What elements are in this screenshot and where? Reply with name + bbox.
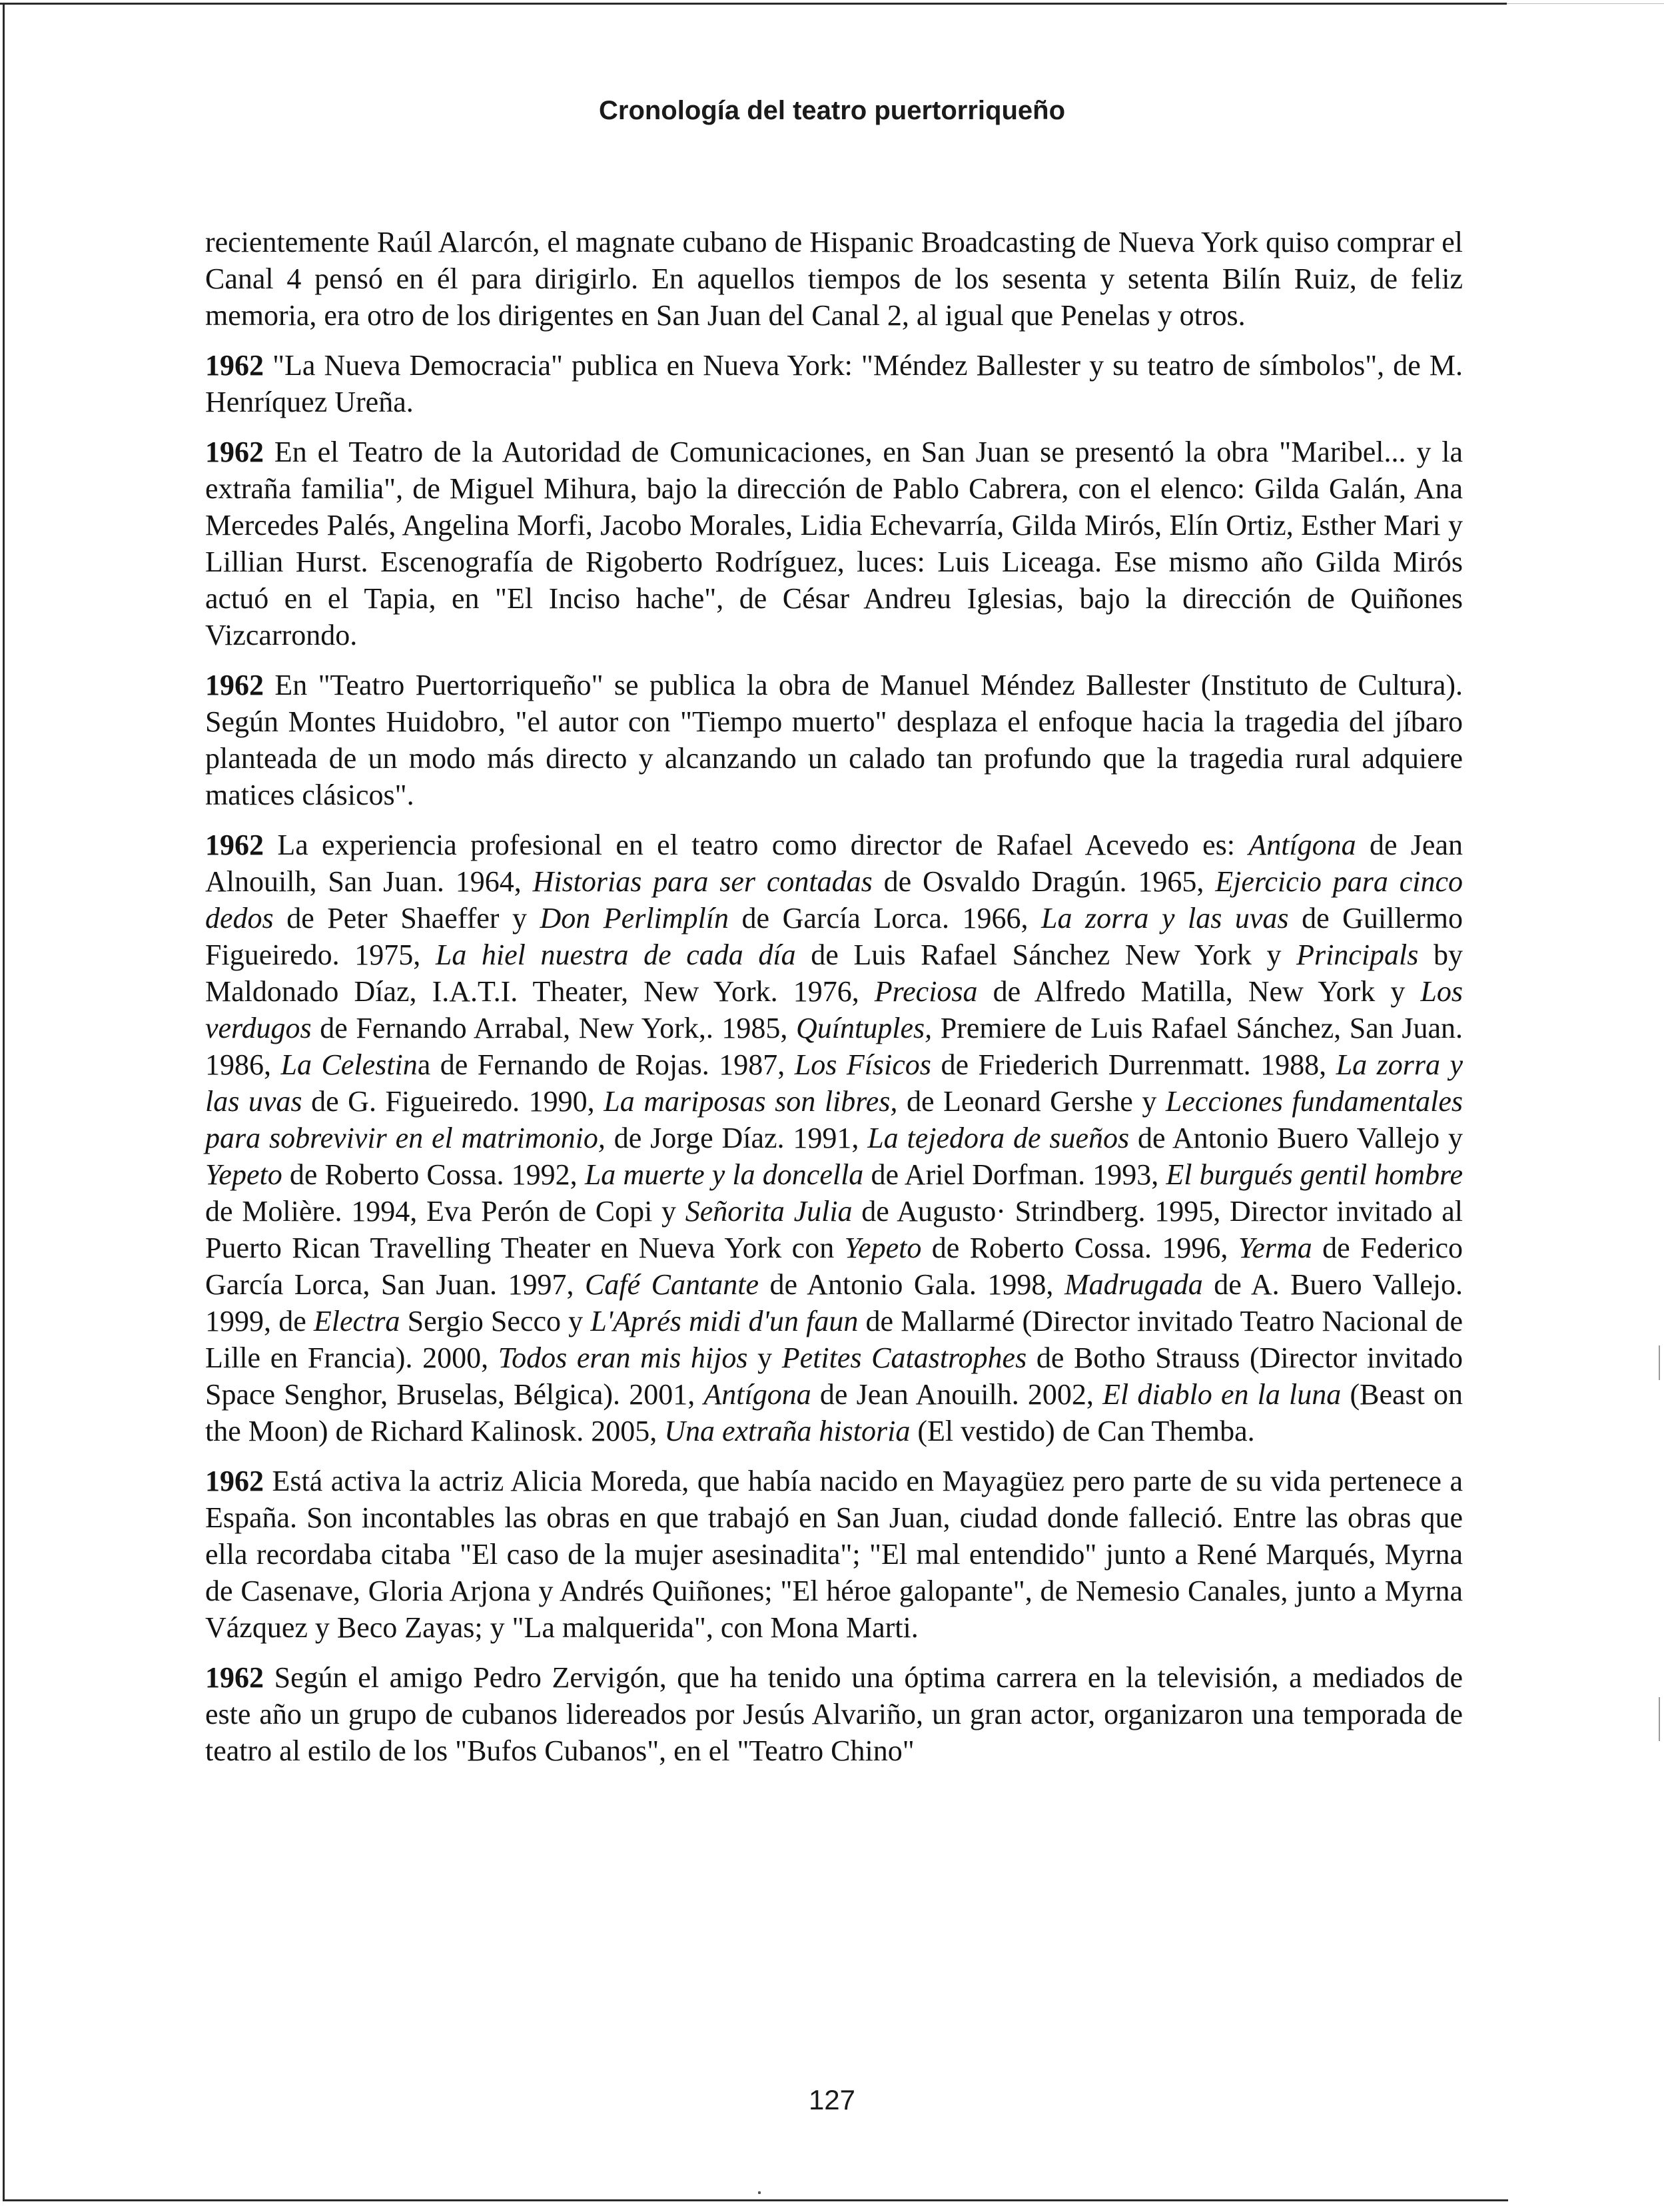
entry-text: de Federico García Lorca, San Juan. 1997,	[205, 1232, 1463, 1301]
work-title: Antígona	[703, 1378, 811, 1411]
work-title: Todos eran mis hijos	[498, 1341, 748, 1374]
chronology-entry	[205, 1463, 1463, 1646]
entry-text: de Botho Strauss (Director invitado Space Senghor, Bruselas, Bélgica). 2001,	[205, 1341, 1463, 1411]
entry-text: (El vestido) de Can Themba.	[910, 1415, 1255, 1447]
entry-text: de García Lorca. 1966,	[729, 902, 1042, 934]
work-title: Petites Catastrophes	[781, 1341, 1027, 1374]
entry-text: En el Teatro de la Autoridad de Comunicaciones, en San Juan se presentó la obra "Maribel... y la extraña familia", de Miguel Mihura, bajo la dirección de Pablo Cabrera, con el elenco: Gilda Galán, Ana Mercedes Palés, Angelina Morfi, Jacobo Morales, Lidia Echevarría, Gilda Mirós, Elín Ortiz, Esther Mari y Lillian Hurst. Escenografía de Rigoberto Rodríguez, luces: Luis Liceaga. Ese mismo año Gilda Mirós actuó en el Tapia, en "El Inciso hache", de César Andreu Iglesias, bajo la dirección de Quiñones Vizcarrondo.	[205, 436, 1463, 651]
page-border-top	[0, 3, 1507, 5]
work-title: La Celestin	[280, 1048, 418, 1081]
entry-text: de Antonio Buero Vallejo y	[1129, 1122, 1463, 1154]
entry-text: y	[747, 1341, 782, 1374]
entry-text: recientemente Raúl Alarcón, el magnate cubano de Hispanic Broadcasting de Nueva York quiso comprar el Canal 4 pensó en él para dirigirlo. En aquellos tiempos de los sesenta y setenta Bilín Ruiz, de feliz memoria, era otro de los dirigentes en San Juan del Canal 2, al igual que Penelas y otros.	[205, 226, 1463, 332]
work-title: Yepeto	[205, 1158, 282, 1191]
chronology-entry	[205, 224, 1463, 334]
scan-speck	[758, 2191, 761, 2194]
work-title: Lecciones fundamentales para sobrevivir en el matrimonio,	[205, 1085, 1463, 1154]
running-head: Cronología del teatro puertorriqueño	[598, 96, 1066, 125]
page-border-top-faint	[1507, 3, 1664, 4]
entry-text: "La Nueva Democracia" publica en Nueva York: "Méndez Ballester y su teatro de símbolos", de M. Henríquez Ureña.	[205, 349, 1463, 418]
work-title: La zorra y las uvas	[205, 1048, 1463, 1118]
scan-edge-mark	[1659, 1697, 1660, 1741]
work-title: Don Perlimplín	[540, 902, 729, 934]
work-title: Una extraña historia	[664, 1415, 911, 1447]
work-title: Ejercicio para cinco dedos	[205, 865, 1463, 934]
entry-text: de Jean Anouilh. 2002,	[811, 1378, 1103, 1411]
body-text	[205, 224, 1463, 1782]
entry-text: (Beast on the Moon) de Richard Kalinosk. 2005,	[205, 1378, 1463, 1447]
entry-text: Está activa la actriz Alicia Moreda, que había nacido en Mayagüez pero parte de su vida pertenece a España. Son incontables las obras en que trabajó en San Juan, ciudad donde falleció. Entre las obras que ella recordaba citaba "El caso de la mujer asesinadita"; "El mal entendido" junto a René Marqués, Myrna de Casenave, Gloria Arjona y Andrés Quiñones; "El héroe galopante", de Nemesio Canales, junto a Myrna Vázquez y Beco Zayas; y "La malquerida", con Mona Marti.	[205, 1465, 1463, 1644]
page-border-left	[3, 3, 5, 2201]
work-title: La muerte y la doncella	[584, 1158, 864, 1191]
entry-text: de Mallarmé (Director invitado Teatro Nacional de Lille en Francia). 2000,	[205, 1305, 1463, 1374]
work-title: Los Físicos	[794, 1048, 931, 1081]
work-title: L'Aprés midi d'un faun	[590, 1305, 859, 1337]
entry-text: de Antonio Gala. 1998,	[759, 1268, 1064, 1301]
entry-text: de Guillermo Figueiredo. 1975,	[205, 902, 1463, 971]
entry-text: de Luis Rafael Sánchez New York y	[795, 938, 1297, 971]
entry-text: de A. Buero Vallejo. 1999, de	[205, 1268, 1463, 1337]
entry-text: a de Fernando de Rojas. 1987,	[417, 1048, 795, 1081]
entry-text: de G. Figueiredo. 1990,	[302, 1085, 604, 1118]
work-title: La tejedora de sueños	[867, 1122, 1130, 1154]
work-title: Yerma	[1238, 1232, 1312, 1264]
work-title: Preciosa	[874, 975, 978, 1008]
work-title: Madrugada	[1064, 1268, 1203, 1301]
work-title: Principals	[1296, 938, 1419, 971]
work-title: Yepeto	[844, 1232, 922, 1264]
entry-text: de Jorge Díaz. 1991,	[605, 1122, 868, 1154]
work-title: La hiel nuestra de cada día	[435, 938, 796, 971]
entry-text: de Roberto Cossa. 1996,	[921, 1232, 1238, 1264]
entry-text: de Fernando Arrabal, New York,. 1985,	[311, 1012, 797, 1044]
entry-year: 1962	[205, 436, 264, 468]
scan-edge-mark	[1659, 1345, 1660, 1380]
entry-text: by Maldonado Díaz, I.A.T.I. Theater, New York. 1976,	[205, 938, 1463, 1008]
work-title: La mariposas son libres,	[604, 1085, 898, 1118]
work-title: Quíntuples,	[796, 1012, 933, 1044]
entry-text: de Osvaldo Dragún. 1965,	[872, 865, 1216, 898]
work-title: Electra	[313, 1305, 400, 1337]
chronology-entry	[205, 827, 1463, 1449]
work-title: El burgués gentil hombre	[1166, 1158, 1463, 1191]
entry-text: de Friederich Durrenmatt. 1988,	[931, 1048, 1336, 1081]
entry-text: En "Teatro Puertorriqueño" se publica la obra de Manuel Méndez Ballester (Instituto de Cultura). Según Montes Huidobro, "el autor con "Tiempo muerto" desplaza el enfoque hacia la tragedia del jíbaro planteada de un modo más directo y alcanzando un calado tan profundo que la tragedia rural adquiere matices clásicos".	[205, 669, 1463, 811]
entry-year: 1962	[205, 1465, 264, 1497]
entry-text: de Ariel Dorfman. 1993,	[863, 1158, 1166, 1191]
entry-text: de Peter Shaeffer y	[273, 902, 540, 934]
work-title: Historias para ser contadas	[532, 865, 873, 898]
chronology-entry	[205, 1659, 1463, 1769]
entry-text: Sergio Secco y	[400, 1305, 591, 1337]
entry-text: de Alfredo Matilla, New York y	[977, 975, 1421, 1008]
entry-text: La experiencia profesional en el teatro como director de Rafael Acevedo es:	[277, 829, 1249, 861]
entry-text: de Molière. 1994, Eva Perón de Copi y	[205, 1195, 685, 1228]
work-title: Café Cantante	[585, 1268, 759, 1301]
page-number: 127	[808, 2084, 856, 2115]
entry-year: 1962	[205, 349, 264, 382]
entry-text: de Leonard Gershe y	[897, 1085, 1166, 1118]
page-border-bottom	[3, 2199, 1508, 2201]
work-title: El diablo en la luna	[1102, 1378, 1342, 1411]
chronology-entry	[205, 434, 1463, 653]
entry-text: de Jean Alnouilh, San Juan. 1964,	[205, 829, 1463, 898]
work-title: Los verdugos	[205, 975, 1463, 1044]
entry-text: Según el amigo Pedro Zervigón, que ha tenido una óptima carrera en la televisión, a mediados de este año un grupo de cubanos lidereados por Jesús Alvariño, un gran actor, organizaron una temporada de teatro al estilo de los "Bufos Cubanos", en el "Teatro Chino"	[205, 1661, 1463, 1767]
entry-year: 1962	[205, 829, 264, 861]
entry-text: de Roberto Cossa. 1992,	[282, 1158, 585, 1191]
entry-text: Premiere de Luis Rafael Sánchez, San Juan. 1986,	[205, 1012, 1463, 1081]
entry-text: de Augusto· Strindberg. 1995, Director invitado al Puerto Rican Travelling Theater en Nueva York con	[205, 1195, 1463, 1264]
work-title: Señorita Julia	[685, 1195, 853, 1228]
work-title: La zorra y las uvas	[1041, 902, 1289, 934]
chronology-entry	[205, 347, 1463, 420]
work-title: Antígona	[1248, 829, 1356, 861]
entry-year: 1962	[205, 1661, 264, 1694]
entry-year: 1962	[205, 669, 264, 701]
chronology-entry	[205, 667, 1463, 813]
